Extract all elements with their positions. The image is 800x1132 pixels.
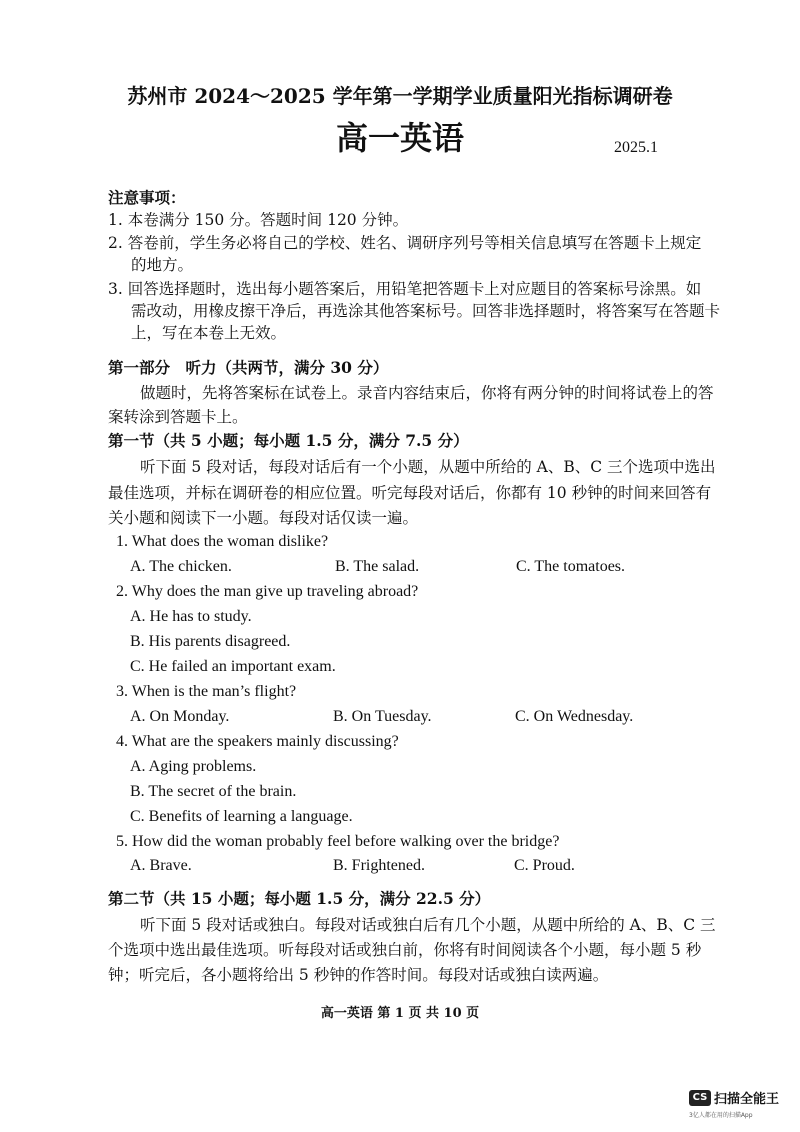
option-c: C. Proud.	[514, 857, 575, 874]
note-line: 上，写在本卷上无效。	[131, 324, 287, 342]
exam-title: 苏州市 2024～2025 学年第一学期学业质量阳光指标调研卷	[127, 84, 673, 108]
question-5: 5. How did the woman probably feel before walking over the bridge?	[116, 833, 560, 850]
question-4: 4. What are the speakers mainly discussing?	[116, 733, 399, 750]
option-b: B. On Tuesday.	[333, 708, 432, 725]
note-line: 2. 答卷前，学生务必将自己的学校、姓名、调研序列号等相关信息填写在答题卡上规定	[108, 234, 702, 252]
section1-intro: 听下面 5 段对话，每段对话后有一个小题，从题中所给的 A、B、C 三个选项中选出	[140, 458, 716, 476]
section2-intro: 钟；听完后，各小题将给出 5 秒钟的作答时间。每段对话或独白读两遍。	[108, 966, 609, 984]
question-1: 1. What does the woman dislike?	[116, 533, 329, 550]
watermark-tagline: 3亿人都在用的扫描App	[689, 1112, 753, 1119]
option-a: A. The chicken.	[130, 558, 232, 575]
section1-heading: 第一节（共 5 小题；每小题 1.5 分，满分 7.5 分）	[108, 431, 469, 450]
subject-title: 高一英语	[335, 119, 464, 157]
section2-intro: 个选项中选出最佳选项。听每段对话或独白前，你将有时间阅读各个小题，每小题 5 秒	[108, 941, 702, 959]
option-b: B. The salad.	[335, 558, 420, 575]
option-c: C. On Wednesday.	[515, 708, 634, 725]
note-line: 的地方。	[131, 256, 194, 274]
option-a: A. On Monday.	[130, 708, 230, 725]
notes-heading: 注意事项：	[108, 188, 186, 207]
option-b: B. The secret of the brain.	[130, 783, 297, 800]
option-b: B. Frightened.	[333, 857, 425, 874]
option-a: A. He has to study.	[130, 608, 252, 625]
section1-intro: 最佳选项，并标在调研卷的相应位置。听完每段对话后，你都有 10 秒钟的时间来回答有	[108, 484, 712, 502]
option-c: C. Benefits of learning a language.	[130, 808, 353, 825]
watermark-name: 扫描全能王	[714, 1092, 780, 1107]
option-b: B. His parents disagreed.	[130, 633, 291, 650]
note-line: 1. 本卷满分 150 分。答题时间 120 分钟。	[108, 211, 409, 229]
part1-intro: 做题时，先将答案标在试卷上。录音内容结束后，你将有两分钟的时间将试卷上的答	[140, 384, 714, 402]
page-footer: 高一英语 第 1 页 共 10 页	[320, 1006, 480, 1021]
question-2: 2. Why does the man give up traveling abroad?	[116, 583, 419, 600]
scanner-watermark	[689, 1087, 800, 1119]
note-line: 需改动，用橡皮擦干净后，再选涂其他答案标号。回答非选择题时，将答案写在答题卡	[131, 302, 721, 320]
option-a: A. Aging problems.	[130, 758, 257, 775]
camscanner-logo-icon: CS	[689, 1090, 711, 1106]
option-c: C. The tomatoes.	[516, 558, 626, 575]
note-line: 3. 回答选择题时，选出每小题答案后，用铅笔把答题卡上对应题目的答案标号涂黑。如	[108, 280, 702, 298]
part1-heading: 第一部分 听力（共两节，满分 30 分）	[108, 358, 389, 377]
section2-heading: 第二节（共 15 小题；每小题 1.5 分，满分 22.5 分）	[108, 889, 491, 908]
section1-intro: 关小题和阅读下一小题。每段对话仅读一遍。	[108, 509, 419, 527]
exam-date: 2025.1	[614, 139, 658, 156]
section2-intro: 听下面 5 段对话或独白。每段对话或独白后有几个小题，从题中所给的 A、B、C 三	[140, 916, 716, 934]
option-c: C. He failed an important exam.	[130, 658, 336, 675]
option-a: A. Brave.	[130, 857, 192, 874]
part1-intro: 案转涂到答题卡上。	[108, 408, 248, 426]
question-3: 3. When is the man’s flight?	[116, 683, 297, 700]
